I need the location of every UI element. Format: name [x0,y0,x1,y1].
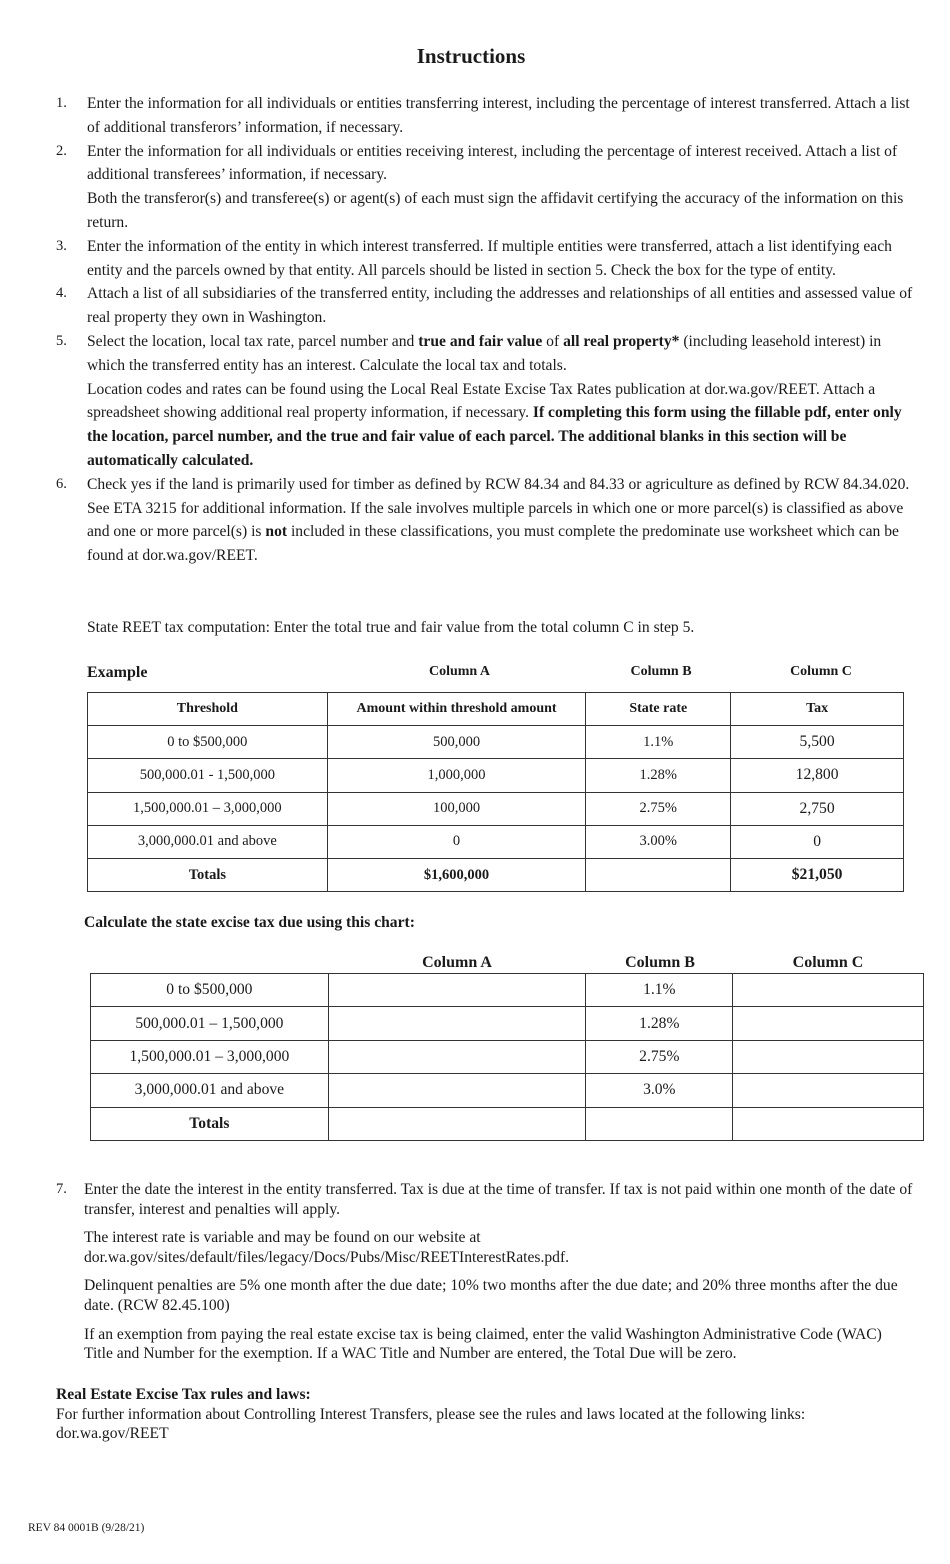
item-number: 7. [56,1181,67,1197]
emphasis-text: not [265,523,288,541]
rate-cell: 1.28% [586,1007,733,1040]
emphasis-text: true and fair value [418,332,543,350]
item-number: 2. [56,142,67,159]
page-title: Instructions [416,44,526,68]
threshold-cell: 3,000,000.01 and above [88,825,328,858]
instruction-item [0,140,917,235]
table-row [91,1007,924,1040]
threshold-cell: 500,000.01 – 1,500,000 [91,1007,329,1040]
example-header-row [88,693,904,726]
rules-text: For further information about Controlling Interest Transfers, please see the rules and laws located at the following links: [56,1405,806,1423]
rate-cell: 1.1% [586,726,731,759]
header-amount: Amount within threshold amount [327,693,586,726]
rate-cell: 1.1% [586,974,733,1007]
calc-chart-title: Calculate the state excise tax due using this chart: [84,914,415,931]
tax-cell: 12,800 [731,759,904,792]
table-row [88,726,904,759]
rate-cell: 1.28% [586,759,731,792]
rules-and-laws [56,1385,926,1444]
paragraph-text: Enter the information for all individuals or entities transferring interest, including the percentage of interest transferred. Attach a list of additional transferors’ information, if necessary. [87,95,910,136]
totals-rate [586,858,731,891]
reet-link[interactable]: dor.wa.gov/REET [56,1425,169,1443]
paragraph-text: of [542,332,564,350]
column-a-input[interactable] [328,1040,586,1073]
table-row [88,825,904,858]
section-7-paragraph: Enter the date the interest in the entity transferred. Tax is due at the time of transfer. If tax is not paid within one month of the date of transfer, interest and penalties will apply. [84,1181,913,1218]
calc-column-b-heading: Column B [625,954,695,971]
interest-rate-text: The interest rate is variable and may be found on our website at [84,1229,481,1247]
instruction-item [0,92,917,140]
threshold-cell: 0 to $500,000 [91,974,329,1007]
instruction-item [0,282,917,330]
header-tax: Tax [731,693,904,726]
totals-column-a-input[interactable] [328,1107,586,1140]
tax-cell: 2,750 [731,792,904,825]
instruction-paragraph [87,235,917,283]
header-threshold: Threshold [88,693,328,726]
paragraph-text: Attach a list of all subsidiaries of the transferred entity, including the addresses and relationships of all entities and assessed value of real property they own in Washington. [87,285,913,327]
instruction-item [0,235,917,283]
emphasis-text: If completing this form using the fillable pdf, enter only the location, parcel number, and the true and fair value of each parcel. The additional blanks in this section will be automatically calculated. [87,404,902,469]
threshold-cell: 0 to $500,000 [88,726,328,759]
penalties-paragraph: Delinquent penalties are 5% one month after the due date; 10% two months after the due date; and 20% three months after the due date. (RCW 82.45.100) [84,1277,898,1314]
example-column-c-heading: Column C [790,664,852,679]
example-label: Example [87,664,148,681]
table-row [91,1074,924,1107]
paragraph-text: (including leasehold interest) in which the transferred entity has an interest. Calculate the local tax and totals. [87,332,882,374]
tax-cell: 0 [731,825,904,858]
column-c-input[interactable] [733,1007,924,1040]
totals-label: Totals [91,1107,329,1140]
amount-cell: 500,000 [327,726,586,759]
instruction-paragraph [87,282,917,330]
table-row [88,759,904,792]
calc-totals-row [91,1107,924,1140]
tax-cell: 5,500 [731,726,904,759]
threshold-cell: 500,000.01 - 1,500,000 [88,759,328,792]
threshold-cell: 3,000,000.01 and above [91,1074,329,1107]
amount-cell: 1,000,000 [327,759,586,792]
totals-rate-cell [586,1107,733,1140]
column-c-input[interactable] [733,974,924,1007]
exemption-paragraph: If an exemption from paying the real estate excise tax is being claimed, enter the valid Washington Administrative Code (WAC) Title and Number for the exemption. If a WAC Title and Number are entered, the Total Due will be zero. [84,1325,882,1363]
table-row [91,974,924,1007]
paragraph-text: Select the location, local tax rate, parcel number and [87,332,419,350]
instruction-paragraph [87,330,917,378]
instruction-paragraph [87,473,917,568]
item-number: 6. [56,475,67,492]
instruction-paragraph [87,92,917,140]
rate-cell: 2.75% [586,1040,733,1073]
form-number: REV 84 0001B (9/28/21) [28,1522,145,1534]
instruction-item [0,330,917,473]
amount-cell: 0 [327,825,586,858]
interest-rate-link[interactable]: dor.wa.gov/sites/default/files/legacy/Docs/Pubs/Misc/REETInterestRates.pdf. [84,1248,570,1266]
totals-amount: $1,600,000 [327,858,586,891]
instructions-list [0,92,950,568]
item-number: 3. [56,237,67,254]
rules-header: Real Estate Excise Tax rules and laws: [56,1386,311,1403]
threshold-cell: 1,500,000.01 – 3,000,000 [88,792,328,825]
paragraph-text: Check yes if the land is primarily used for timber as defined by RCW 84.34 and 84.33 or agriculture as defined by RCW 84.34.020. See ETA 3215 for additional information. If the sale involves multiple parcels in which one or more parcel(s) is classified as above and one or more parcel(s) is [87,475,910,541]
header-state-rate: State rate [586,693,731,726]
calc-column-c-heading: Column C [792,954,864,971]
totals-tax: $21,050 [731,858,904,891]
column-a-input[interactable] [328,1007,586,1040]
column-c-input[interactable] [733,1074,924,1107]
instruction-paragraph [87,187,917,235]
calc-column-a-heading: Column A [422,954,492,971]
state-reet-computation-note: State REET tax computation: Enter the total true and fair value from the total column C in step 5. [87,619,695,636]
table-row [88,792,904,825]
section-7 [0,1180,950,1364]
column-a-input[interactable] [328,1074,586,1107]
totals-label: Totals [88,858,328,891]
rate-cell: 3.00% [586,825,731,858]
paragraph-text: Location codes and rates can be found using the Local Real Estate Excise Tax Rates publication at dor.wa.gov/REET. Attach a spreadsheet showing additional real property information, if necessary. [87,380,876,422]
paragraph-text: Enter the information of the entity in which interest transferred. If multiple entities were transferred, attach a list identifying each entity and the parcels owned by that entity. All parcels should be listed in section 5. Check the box for the type of entity. [87,237,892,279]
column-a-input[interactable] [328,974,586,1007]
column-c-input[interactable] [733,1040,924,1073]
section-7-item [0,1180,914,1364]
paragraph-text: Enter the information for all individuals or entities receiving interest, including the percentage of interest received. Attach a list of additional transferees’ information, if necessary. [87,142,898,184]
rate-cell: 3.0% [586,1074,733,1107]
threshold-cell: 1,500,000.01 – 3,000,000 [91,1040,329,1073]
instruction-item [0,473,917,568]
instruction-paragraph [87,140,917,188]
emphasis-text: all real property* [563,332,680,350]
rate-cell: 2.75% [586,792,731,825]
item-number: 1. [56,95,67,111]
amount-cell: 100,000 [327,792,586,825]
table-row [91,1040,924,1073]
calc-table [90,973,924,1141]
example-column-a-heading: Column A [428,664,491,679]
item-number: 5. [56,332,67,349]
totals-column-c-input[interactable] [733,1107,924,1140]
example-totals-row [88,858,904,891]
paragraph-text: Both the transferor(s) and transferee(s) or agent(s) of each must sign the affidavit certifying the accuracy of the information on this return. [87,190,904,231]
instruction-paragraph [87,378,917,473]
example-column-b-heading: Column B [630,664,692,679]
paragraph-text: included in these classifications, you must complete the predominate use worksheet which can be found at dor.wa.gov/REET. [87,523,899,565]
example-table [87,692,904,892]
item-number: 4. [56,285,67,302]
